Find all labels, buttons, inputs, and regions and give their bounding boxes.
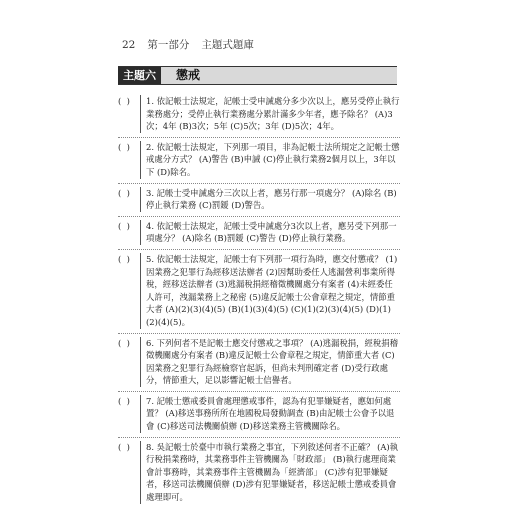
- section-tag: 主題六: [118, 67, 161, 84]
- question-text: 4. 依記帳士法規定，記帳士受申誡處分3次以上者，應另受下列那一項處分？ (A)除名 (B)罰鍰 (C)警告 (D)停止執行業務。: [140, 220, 400, 245]
- answer-blank: ( ): [118, 141, 130, 152]
- part-label: 第一部分: [147, 39, 190, 51]
- question-text: 3. 記帳士受申誡處分三次以上者，應另行那一項處分？ (A)除名 (B)停止執行業務 (C)罰鍰 (D)警告。: [140, 187, 400, 212]
- question-item: [118, 438, 400, 508]
- question-item: [118, 184, 400, 217]
- answer-blank: ( ): [118, 220, 130, 231]
- answer-blank: ( ): [118, 96, 130, 106]
- answer-blank: ( ): [118, 253, 130, 264]
- answer-blank: ( ): [118, 337, 130, 348]
- question-text: 2. 依記帳士法規定，下列那一項目，非為記帳士法所規定之記帳士懲戒處分方式？ (A)警告 (B)申誡 (C)停止執行業務2個月以上，3年以下 (D)除名。: [140, 141, 400, 179]
- answer-blank: ( ): [118, 395, 130, 406]
- answer-blank: ( ): [118, 441, 130, 452]
- question-item: [118, 138, 400, 184]
- question-item: [118, 217, 400, 250]
- question-text: 5. 依記帳士法規定，記帳士有下列那一項行為時，應交付懲戒？ (1)因業務之犯罪行為經移送法辦者 (2)因幫助委任人逃漏營利事業所得稅，經移送法辦者 (3)逃漏稅捐經稽徵機關處分有案者 (4)未經委任人許可，洩漏業務上之秘密 (5)違反記帳士公會章程之規定，情節重大者 (A)(2)(3)(4)(5) (B)(1)(3)(4)(5) (C)(1)(2)(3)(4)(5) (D)(1)(2)(4)(5)。: [140, 253, 400, 329]
- section-title: 懲戒: [176, 68, 201, 82]
- question-text: 7. 記帳士懲戒委員會處理懲戒事件，認為有犯罪嫌疑者，應如何處置？ (A)移送事務所所在地國稅局發動調查 (B)由記帳士公會予以退會 (C)移送司法機關偵辦 (D)移送業務主管機關除名。: [140, 395, 400, 433]
- section-heading-bar: [118, 66, 397, 85]
- answer-blank: ( ): [118, 187, 130, 198]
- question-text: 8. 吳記帳士於臺中市執行業務之事宜，下列敘述何者不正確？ (A)執行稅捐業務時，其業務事件主管機關為「財政部」 (B)執行處理商業會計事務時，其業務事件主管機關為「經濟部」 (C)涉有犯罪嫌疑者，移送司法機關偵辦 (D)涉有犯罪嫌疑者，移送記帳士懲戒委員會處理即可。: [140, 441, 400, 504]
- question-item: [118, 250, 400, 334]
- page-number: 22: [122, 39, 136, 51]
- running-header: [122, 37, 266, 52]
- question-item: [118, 95, 400, 138]
- question-item: [118, 392, 400, 438]
- subject-label: 主題式題庫: [201, 39, 254, 51]
- question-text: 6. 下列何者不是記帳士應交付懲戒之事項？ (A)逃漏稅捐，經稅捐稽徵機關處分有案者 (B)違反記帳士公會章程之規定，情節重大者 (C)因業務之犯罪行為經檢察官起訴，但尚未判刑確定者 (D)受行政處分，情節重大，足以影響記帳士信譽者。: [140, 337, 400, 387]
- question-list: [118, 95, 400, 508]
- question-item: [118, 334, 400, 392]
- question-text: 1. 依記帳士法規定，記帳士受申誡處分多少次以上，應另受停止執行業務處分；受停止執行業務處分累計滿多少年者，應予除名？ (A)3次；4年 (B)3次；5年 (C)5次；3年 (D)5次；4年。: [140, 95, 400, 133]
